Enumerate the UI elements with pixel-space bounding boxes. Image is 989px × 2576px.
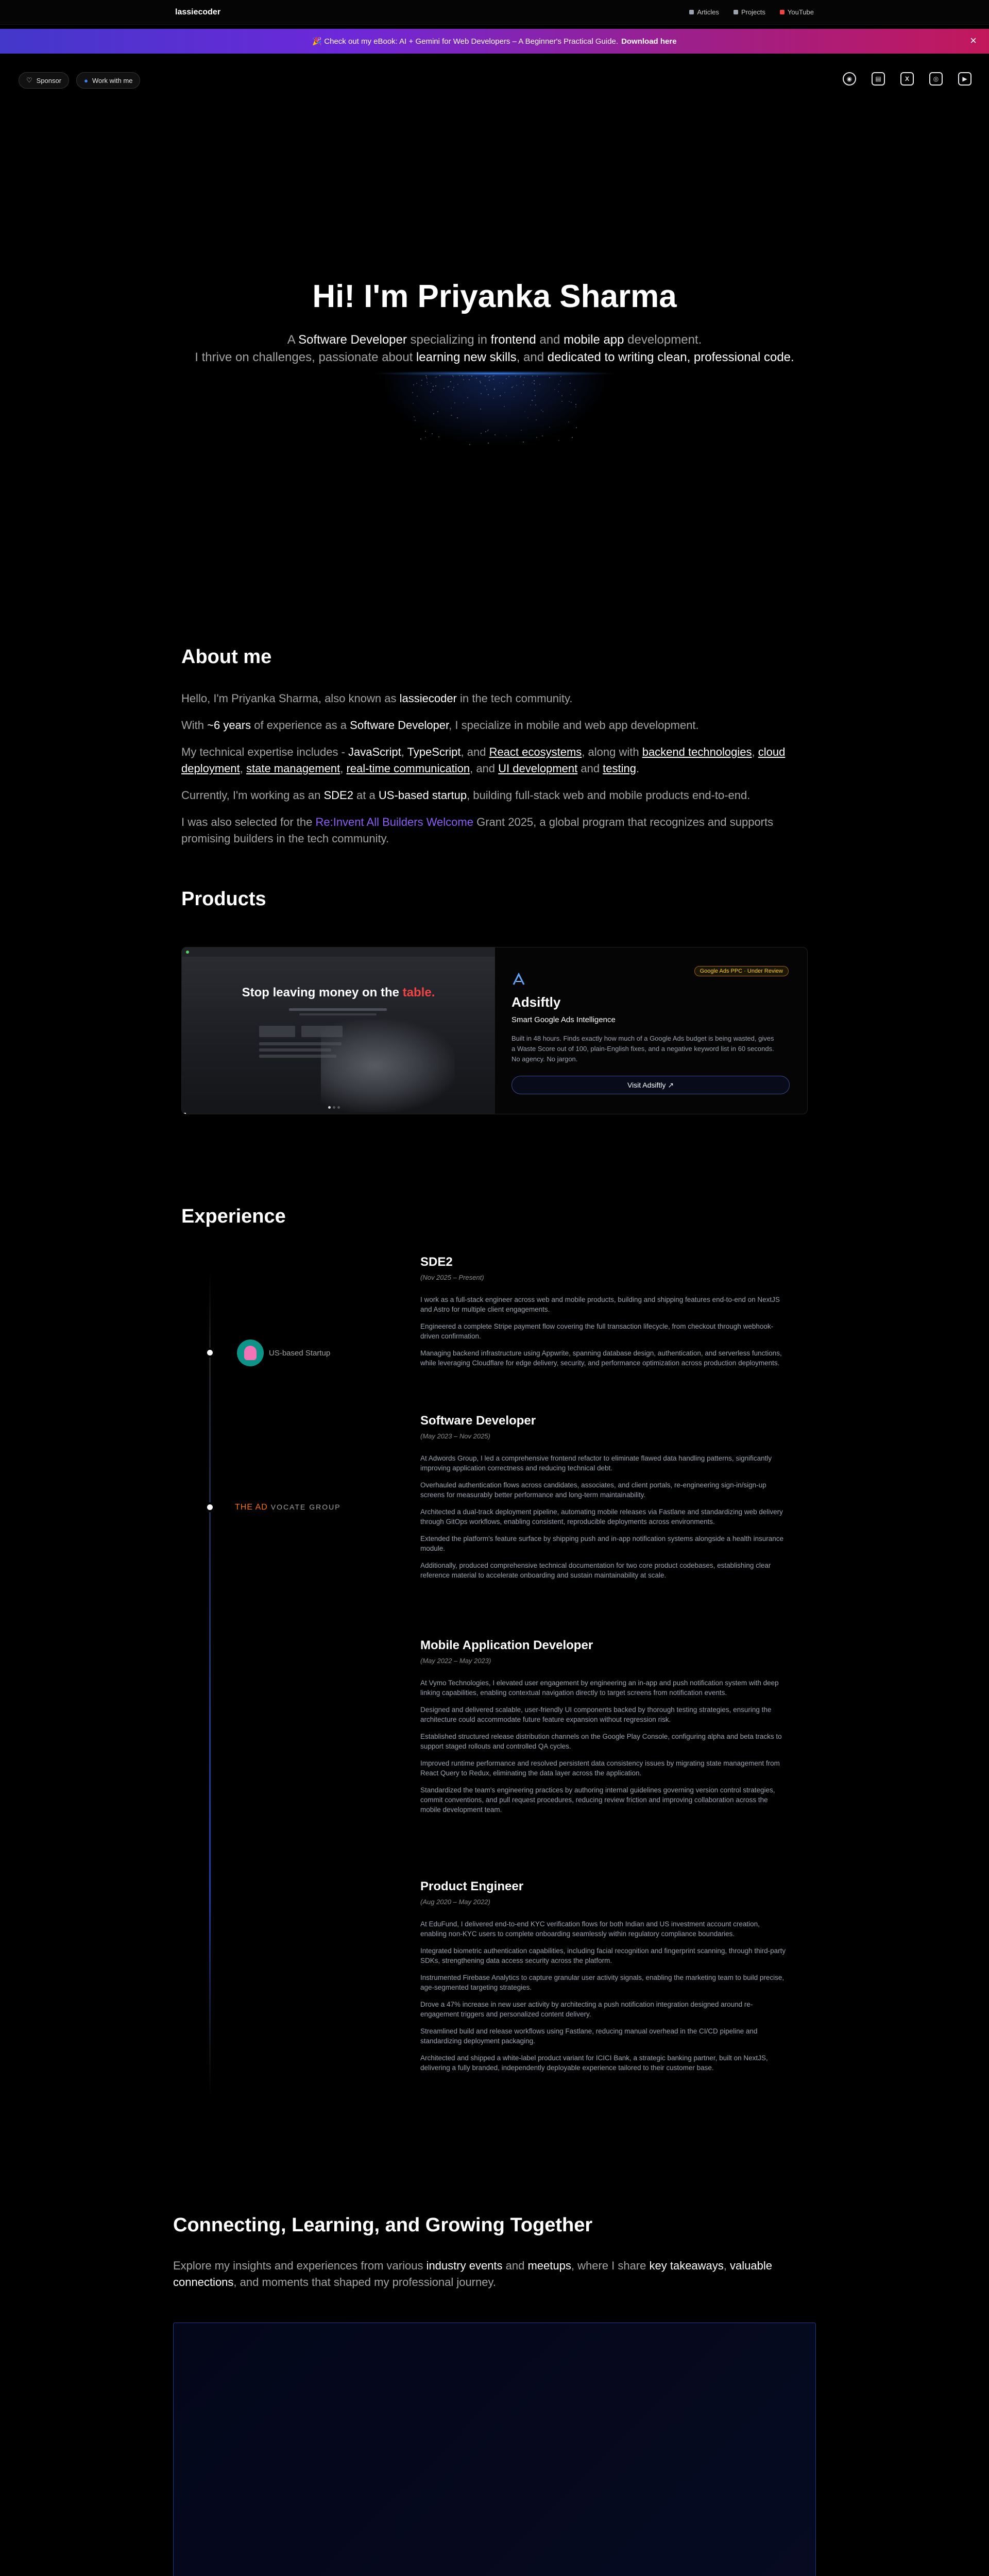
job-bullet: I work as a full-stack engineer across web and mobile products, building and shipping features end-to-end on NextJS and Astro for multiple client engagements. <box>420 1296 780 1313</box>
sparkle-particle <box>467 375 468 376</box>
link-testing[interactable]: testing <box>603 762 636 775</box>
sparkle-particle <box>421 385 422 386</box>
job-bullet: At Vymo Technologies, I elevated user engagement by engineering an in-app and push notification system with deep linking capabilities, enabling contextual navigation directly to target screens from notification events. <box>420 1679 779 1697</box>
sparkle-particle <box>569 401 570 402</box>
sparkle-particle <box>549 427 550 428</box>
sparkle-particle <box>438 436 439 437</box>
heart-icon: ♡ <box>26 76 32 84</box>
sparkle-particle <box>511 387 513 388</box>
sparkle-particle <box>469 444 470 445</box>
sparkle-particle <box>520 377 521 378</box>
sparkle-particle <box>463 379 464 380</box>
sparkle-particle <box>436 377 437 378</box>
sparkle-particle <box>414 416 415 417</box>
sparkle-particle <box>437 411 438 412</box>
sparkle-particle <box>558 440 559 441</box>
sparkle-particle <box>536 419 537 420</box>
sparkle-particle <box>521 430 522 431</box>
sparkle-particle <box>560 376 561 377</box>
sparkle-particle <box>489 376 490 377</box>
sparkle-particle <box>539 384 540 385</box>
sparkle-particle <box>575 404 576 405</box>
experience-heading: Experience <box>181 1206 286 1227</box>
sparkle-particle <box>451 415 452 416</box>
about-para-5: I was also selected for the Re:Invent All Builders Welcome Grant 2025, a global program that recognizes and supports promising builders in the tech community. <box>181 816 774 845</box>
sparkle-particle <box>513 386 514 387</box>
sparkle-particle <box>488 377 489 378</box>
instagram-icon[interactable]: ◎ <box>929 72 943 86</box>
sparkle-particle <box>549 377 550 378</box>
link-state[interactable]: state management <box>246 762 340 775</box>
sparkle-particle <box>451 408 452 409</box>
sparkle-particle <box>416 383 417 384</box>
sparkle-particle <box>425 437 426 438</box>
sparkle-particle <box>508 376 509 377</box>
sparkle-particle <box>457 384 458 385</box>
sparkle-particle <box>427 384 428 385</box>
job-bullet: Extended the platform's feature surface by shipping push and in-app notification systems alongside a health insurance module. <box>420 1535 784 1552</box>
sparkle-particle <box>412 392 413 393</box>
sparkle-particle <box>476 378 477 379</box>
sparkle-particle <box>431 383 432 384</box>
sparkle-particle <box>494 389 495 390</box>
sparkle-particle <box>504 392 505 393</box>
sparkle-particle <box>485 376 486 377</box>
sparkle-particle <box>542 435 543 436</box>
product-status-badge: Google Ads PPC · Under Review <box>694 966 789 976</box>
sparkle-particle <box>542 411 543 412</box>
job-bullet: Designed and delivered scalable, user-friendly UI components backed by thorough testing strategies, ensuring the architecture could accommodate future feature expansion without regression risk. <box>420 1706 772 1723</box>
sparkle-particle <box>523 384 524 385</box>
social-links <box>843 72 971 86</box>
nav-links <box>689 8 814 16</box>
sparkle-particle <box>515 376 516 377</box>
connect-heading: Connecting, Learning, and Growing Together <box>173 2214 593 2236</box>
sparkle-particle <box>534 380 535 381</box>
sparkle-particle <box>432 389 433 391</box>
sparkle-particle <box>430 392 431 393</box>
timeline-dot <box>205 1502 215 1512</box>
carousel-dots[interactable] <box>328 1106 340 1109</box>
sparkle-particle <box>493 398 494 399</box>
sparkle-particle <box>453 376 454 377</box>
job-bullet: Improved runtime performance and resolved persistent data consistency issues by migrating state management from React Query to Redux, eliminating the data layer across the application. <box>420 1759 780 1777</box>
sparkle-particle <box>532 400 533 401</box>
sponsor-button[interactable]: ♡ Sponsor <box>19 72 69 89</box>
sparkle-particle <box>558 391 559 392</box>
youtube-icon[interactable]: ▶ <box>958 72 971 86</box>
product-name: Adsiftly <box>511 994 561 1010</box>
nav-link-articles[interactable]: Articles <box>689 8 719 16</box>
product-screenshot[interactable] <box>182 947 495 1114</box>
sparkle-particle <box>486 376 487 377</box>
sparkle-particle <box>494 388 495 389</box>
sparkle-particle <box>433 386 434 387</box>
job-mobile-developer: Mobile Application Developer (May 2022 – May 2023) At Vymo Technologies, I elevated user engagement by engineering an in-app and push notification system with deep linking capabilities, enabling contextual navigation directly to target screens from notification events. Designed and delivered scalable, user-friendly UI components backed by thorough testing strategies, ensuring the architecture could accommodate future feature expansion without regression risk. Established structured release distribution channels on the Google Play Console, configuring alpha and beta tracks to support staged rollouts and controlled QA cycles. Improved runtime performance and resolved persistent data consistency issues by migrating state management from React Query to Redux, eliminating the data layer across the application. Standardized the team's engineering practices by authoring internal guidelines governing version control strategies, commit conventions, and pull request procedures, reducing review friction and improving collaboration across the mobile development team. <box>420 1638 786 1815</box>
sparkle-particle <box>413 403 414 404</box>
hero-line-2: I thrive on challenges, passionate about learning new skills, and dedicated to writing clean, professional code. <box>195 350 794 364</box>
job-sde2: SDE2 (Nov 2025 – Present) I work as a full-stack engineer across web and mobile products, building and shipping features end-to-end on NextJS and Astro for multiple client engagements. Engineered a complete Stripe payment flow covering the full transaction lifecycle, from checkout through webhook-driven confirmation. Managing backend infrastructure using Appwrite, spanning database design, authentication, and serverless functions, while leveraging Cloudflare for edge delivery, security, and performance optimization across production deployments. <box>420 1255 786 1368</box>
sparkle-particle <box>420 438 421 439</box>
sparkle-particle <box>535 404 536 405</box>
job-bullet: Established structured release distribution channels on the Google Play Console, configuring alpha and beta tracks to support staged rollouts and controlled QA cycles. <box>420 1733 782 1750</box>
sparkle-particle <box>534 383 535 384</box>
sparkle-particle <box>561 395 562 396</box>
sparkle-particle <box>572 437 573 438</box>
timeline-dot <box>205 1348 215 1358</box>
adsiftly-logo-icon <box>511 972 526 987</box>
sparkle-particle <box>488 429 489 430</box>
product-description: Built in 48 hours. Finds exactly how much of a Google Ads budget is being wasted, gives a Waste Score out of 100, plain-English fixes, and a negative keyword list in 60 seconds. No agency. No jargon. <box>511 1035 774 1063</box>
sparkle-particle <box>480 382 481 383</box>
link-realtime[interactable]: real-time communication <box>346 762 470 775</box>
job-bullet: Engineered a complete Stripe payment flow covering the full transaction lifecycle, from checkout through webhook-driven confirmation. <box>420 1323 774 1340</box>
job-product-engineer: Product Engineer (Aug 2020 – May 2022) At EduFund, I delivered end-to-end KYC verification flows for both Indian and US investment account creation, enabling non-KYC users to complete onboarding seamlessly within regulatory compliance boundaries. Integrated biometric authentication capabilities, including facial recognition and fingerprint scanning, through third-party SDKs, strengthening data access security across the platform. Instrumented Firebase Analytics to capture granular user activity signals, enabling the marketing team to build precise, age-segmented targeting strategies. Drove a 47% increase in new user activity by architecting a push notification integration designed around re-engagement triggers and personalized content delivery. Streamlined build and release workflows using Fastlane, reducing manual overhead in the CI/CD pipeline and standardizing deployment packaging. Architected and shipped a white-label product variant for ICICI Bank, a strategic banking partner, built on NextJS, delivering a fully branded, independently deployable experience tailored to their customer base. <box>420 1879 786 2072</box>
products-heading: Products <box>181 888 266 910</box>
link-react[interactable]: React ecosystems <box>489 745 582 758</box>
status-dot-icon: ● <box>84 76 88 84</box>
sparkle-particle <box>415 420 416 421</box>
about-heading: About me <box>181 646 272 668</box>
sparkle-particle <box>427 378 428 379</box>
sparkle-particle <box>426 376 427 377</box>
link-backend[interactable]: backend technologies <box>642 745 752 758</box>
job-bullet: Streamlined build and release workflows using Fastlane, reducing manual overhead in the CI/CD pipeline and standardizing deployment packaging. <box>420 2027 758 2045</box>
sparkle-particle <box>439 375 440 376</box>
job-bullet: Standardized the team's engineering practices by authoring internal guidelines governing version control strategies, commit conventions, and pull request procedures, reducing review friction and improving collaboration across the mobile development team. <box>420 1786 775 1814</box>
sparkle-particle <box>536 437 537 438</box>
sparkle-particle <box>421 380 422 381</box>
youtube-icon <box>780 10 785 14</box>
sparkle-particle <box>435 385 436 386</box>
sparkle-particle <box>560 380 561 381</box>
sparkle-particle <box>571 402 572 403</box>
sparkle-particle <box>574 389 575 391</box>
sparkle-particle <box>532 376 533 377</box>
timeline-line <box>209 1272 211 2096</box>
sparkle-particle <box>554 389 555 390</box>
sparkle-particle <box>558 384 559 385</box>
link-cloud[interactable]: cloud deployment <box>181 745 786 775</box>
hero-line-1: A Software Developer specializing in frontend and mobile app development. <box>287 333 702 347</box>
sparkle-particle <box>516 385 517 386</box>
job-bullet: Instrumented Firebase Analytics to capture granular user activity signals, enabling the marketing team to build precise, age-segmented targeting strategies. <box>420 1974 785 1991</box>
product-info <box>511 968 790 1094</box>
advocate-group-logo: THE AD VOCATE GROUP <box>235 1503 341 1512</box>
sparkle-particle <box>488 443 489 444</box>
sparkle-particle <box>493 375 494 376</box>
sparkle-particle <box>492 376 493 377</box>
sparkle-particle <box>500 395 501 396</box>
about-para-3: My technical expertise includes - JavaScript, TypeScript, and React ecosystems, along with backend technologies, cloud deployment, state management, real-time communication, and UI development and testing. <box>181 745 786 775</box>
sparkle-particle <box>450 381 451 382</box>
banner-download-link[interactable]: Download here <box>621 37 677 46</box>
hero-title: Hi! I'm Priyanka Sharma <box>312 279 677 314</box>
sparkle-particle <box>541 410 542 411</box>
sparkle-particle <box>463 402 464 403</box>
projects-icon <box>734 10 738 14</box>
brand-logo[interactable]: lassiecoder <box>175 7 221 16</box>
sparkle-particle <box>502 383 503 384</box>
visit-product-button[interactable]: Visit Adsiftly ↗ <box>511 1076 790 1094</box>
banner-text: 🎉 Check out my eBook: AI + Gemini for Web Developers – A Beginner's Practical Guide. <box>312 37 619 46</box>
sparkle-particle <box>471 376 472 377</box>
sparkle-particle <box>481 433 482 434</box>
screenshot-topbar <box>182 947 495 957</box>
sparkle-particle <box>417 396 418 397</box>
work-with-me-button[interactable]: ● Work with me <box>76 72 140 89</box>
nav-link-projects[interactable]: Projects <box>734 8 765 16</box>
sparkle-particle <box>457 417 458 418</box>
sparkle-particle <box>561 401 562 402</box>
sparkle-particle <box>499 382 500 383</box>
sparkle-particle <box>568 421 569 422</box>
sparkle-particle <box>444 388 445 389</box>
github-icon[interactable]: ◉ <box>843 72 856 86</box>
sparkle-particle <box>570 394 571 395</box>
sparkle-particle <box>449 386 450 387</box>
sparkle-particle <box>514 396 515 397</box>
grant-link[interactable]: Re:Invent All Builders Welcome <box>315 816 473 828</box>
hero-sparkles <box>371 375 618 452</box>
sparkle-particle <box>576 427 577 428</box>
company-us-startup: US-based Startup <box>237 1340 330 1366</box>
sparkle-particle <box>493 379 494 380</box>
sparkle-particle <box>523 442 524 443</box>
job-bullet: Drove a 47% increase in new user activity by architecting a push notification integration designed around re-engagement triggers and personalized content delivery. <box>420 2001 753 2018</box>
job-bullet: Architected a dual-track deployment pipeline, automating mobile releases via Fastlane and standardizing web delivery through GitOps workflows, enabling consistent, reproducible deployments across environments. <box>420 1508 783 1526</box>
startup-logo-icon <box>237 1340 264 1366</box>
sparkle-particle <box>532 382 533 383</box>
events-gallery[interactable] <box>173 2323 816 2576</box>
job-bullet: Overhauled authentication flows across candidates, associates, and client portals, re-engineering sign-in/sign-up screens for measurably better performance and long-term maintainability. <box>420 1481 766 1499</box>
sparkle-particle <box>488 394 489 395</box>
sparkle-particle <box>534 390 535 391</box>
about-para-2: With ~6 years of experience as a Software Developer, I specialize in mobile and web app development. <box>181 719 699 732</box>
job-bullet: At EduFund, I delivered end-to-end KYC verification flows for both Indian and US investment account creation, enabling non-KYC users to complete onboarding seamlessly within regulatory compliance boundaries. <box>420 1920 760 1938</box>
x-icon[interactable]: X <box>900 72 914 86</box>
action-row <box>19 72 140 89</box>
sparkle-particle <box>481 393 482 394</box>
sparkle-particle <box>467 397 468 398</box>
close-icon[interactable]: × <box>970 34 977 47</box>
connect-subtitle: Explore my insights and experiences from various industry events and meetups, where I share key takeaways, valuable connections, and moments that shaped my professional journey. <box>173 2259 772 2289</box>
sparkle-particle <box>452 389 453 391</box>
job-bullet: Architected and shipped a white-label product variant for ICICI Bank, a strategic banking partner, built on NextJS, delivering a fully branded, independently deployable experience tailored to their customer base. <box>420 2054 768 2072</box>
link-ui[interactable]: UI development <box>498 762 578 775</box>
company-advocate-group <box>235 1501 341 1512</box>
sparkle-particle <box>462 375 463 376</box>
articles-icon <box>689 10 694 14</box>
sparkle-particle <box>459 375 460 376</box>
sparkle-particle <box>469 379 470 380</box>
sparkle-particle <box>485 431 486 432</box>
sparkle-particle <box>504 406 505 407</box>
sparkle-particle <box>427 382 428 383</box>
sparkle-particle <box>521 393 522 394</box>
sparkle-particle <box>433 413 434 414</box>
job-bullet: At Adwords Group, I led a comprehensive frontend refactor to eliminate flawed data handling patterns, significantly improving application correctness and reducing technical debt. <box>420 1454 772 1472</box>
product-tagline: Smart Google Ads Intelligence <box>511 1015 616 1024</box>
sparkle-particle <box>486 389 487 390</box>
job-bullet: Managing backend infrastructure using Appwrite, spanning database design, authentication, and serverless functions, while leveraging Cloudflare for edge delivery, security, and performance optimization across production deployments. <box>420 1349 782 1367</box>
sparkle-particle <box>454 402 455 403</box>
about-para-1: Hello, I'm Priyanka Sharma, also known as lassiecoder in the tech community. <box>181 692 573 705</box>
sparkle-particle <box>524 377 525 378</box>
sparkle-particle <box>506 378 507 379</box>
product-card <box>181 947 808 1114</box>
sparkle-particle <box>480 409 481 410</box>
sparkle-particle <box>527 417 528 418</box>
sparkle-particle <box>524 411 525 412</box>
sparkle-particle <box>494 434 496 435</box>
sparkle-particle <box>432 433 433 434</box>
job-software-developer: Software Developer (May 2023 – Nov 2025) At Adwords Group, I led a comprehensive frontend refactor to eliminate flawed data handling patterns, significantly improving application correctness and reducing technical debt. Overhauled authentication flows across candidates, associates, and client portals, re-engineering sign-in/sign-up screens for measurably better performance and long-term maintainability. Architected a dual-track deployment pipeline, automating mobile releases via Fastlane and standardizing web delivery through GitOps workflows, enabling consistent, reproducible deployments across environments. Extended the platform's feature surface by shipping push and in-app notification systems alongside a health insurance module. Additionally, produced comprehensive technical documentation for two core product codebases, establishing clear reference material to accelerate onboarding and sustain maintainability at scale. <box>420 1414 786 1580</box>
sparkle-particle <box>506 435 507 436</box>
top-nav <box>0 0 989 25</box>
sparkle-particle <box>413 384 414 385</box>
blog-icon[interactable]: ▤ <box>872 72 885 86</box>
sparkle-particle <box>489 380 490 381</box>
job-bullet: Additionally, produced comprehensive technical documentation for two core product codebases, establishing clear reference material to accelerate onboarding and sustain maintainability at scale. <box>420 1562 771 1579</box>
screenshot-headline: Stop leaving money on the table. <box>242 986 435 999</box>
ebook-banner <box>0 29 989 54</box>
sparkle-particle <box>453 387 454 388</box>
sparkle-particle <box>425 431 426 432</box>
sparkle-particle <box>570 383 571 384</box>
sparkle-particle <box>537 376 538 377</box>
sparkle-particle <box>523 381 524 382</box>
sparkle-particle <box>530 404 531 405</box>
sparkle-particle <box>535 395 536 396</box>
sparkle-particle <box>575 406 576 408</box>
nav-link-youtube[interactable]: YouTube <box>780 8 814 16</box>
sparkle-particle <box>485 385 486 386</box>
about-para-4: Currently, I'm working as an SDE2 at a US-based startup, building full-stack web and mobile products end-to-end. <box>181 789 751 802</box>
job-bullet: Integrated biometric authentication capabilities, including facial recognition and fingerprint scanning, through third-party SDKs, strengthening data access security across the platform. <box>420 1947 786 1964</box>
